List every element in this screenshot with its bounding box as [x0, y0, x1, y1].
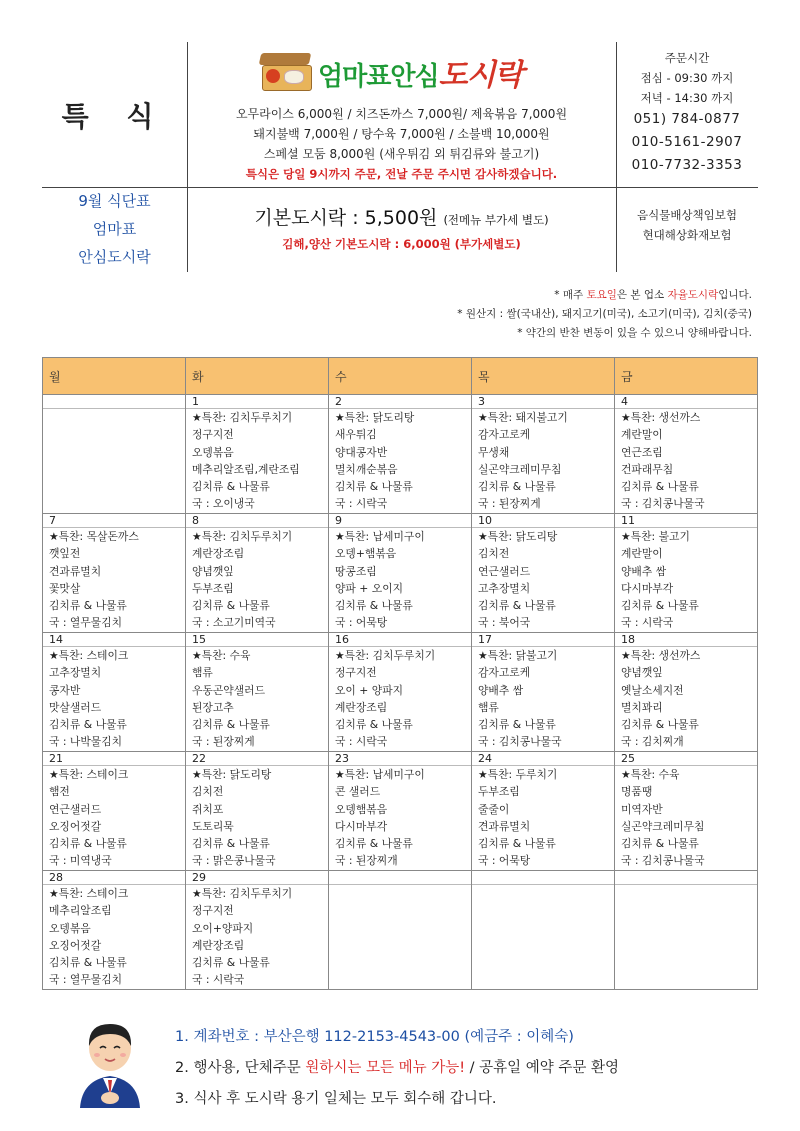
- phone-number: 010-5161-2907: [631, 134, 743, 150]
- logo-text-red: 도시락: [438, 58, 523, 93]
- menu-item: 국 : 된장찌게: [478, 497, 541, 511]
- menu-item: 국 : 시락국: [192, 973, 245, 987]
- container-return-line: 3. 식사 후 도시락 용기 일체는 모두 회수해 갑니다.: [175, 1091, 497, 1107]
- date-number: 1: [186, 395, 329, 409]
- origin-note: * 원산지 : 쌀(국내산), 돼지고기(미국), 소고기(미국), 김치(중국): [457, 308, 752, 320]
- menu-row: [43, 647, 758, 752]
- menu-item: 새우튀김: [335, 428, 377, 442]
- weekday-header: 금: [615, 358, 758, 395]
- lunchbox-icon: [260, 53, 312, 91]
- menu-item: 정구지전: [192, 904, 234, 918]
- menu-item: 김치류 & 나물류: [192, 956, 270, 970]
- weekday-header-row: [43, 358, 758, 395]
- menu-item: 국 : 열무물김치: [49, 616, 123, 630]
- special-dish: ★특찬: 닭도리탕: [335, 411, 415, 424]
- person-bowing-icon: [70, 1018, 150, 1108]
- date-number: 28: [43, 871, 186, 885]
- date-number-row: [43, 514, 758, 528]
- menu-item: 오징어젓갈: [49, 938, 102, 952]
- special-dish: ★특찬: 스테이크: [49, 887, 129, 900]
- day-menu-cell: [615, 647, 758, 752]
- menu-item: 김치류 & 나물류: [478, 718, 556, 732]
- menu-item: 견과류멸치: [49, 564, 102, 578]
- special-dish: ★특찬: 스테이크: [49, 768, 129, 781]
- special-dish: ★특찬: 닭도리탕: [192, 768, 272, 781]
- menu-item: 국 : 오이냉국: [192, 497, 255, 511]
- menu-item: 양대콩자반: [335, 445, 388, 459]
- menu-item: 오징어젓갈: [49, 819, 102, 833]
- month-line: 안심도시락: [78, 248, 151, 266]
- menu-item: 실곤약크레미무침: [478, 462, 562, 476]
- menu-item: 견과류멸치: [478, 819, 531, 833]
- menu-item: 김치류 & 나물류: [621, 599, 699, 613]
- note-highlight: 자율도시락: [667, 289, 719, 301]
- special-dish: ★특찬: 김치두루치기: [192, 530, 293, 543]
- basic-price-box: [187, 187, 616, 272]
- menu-item: 멸치꽈리: [621, 700, 663, 714]
- menu-item: 도토리묵: [192, 819, 234, 833]
- month-title: [42, 187, 187, 272]
- menu-item: 두부조림: [192, 581, 234, 595]
- menu-item: 꽃맛살: [49, 581, 81, 595]
- date-number-row: [43, 395, 758, 409]
- day-menu-cell: [472, 885, 615, 990]
- menu-item: 국 : 김치콩나물국: [621, 497, 705, 511]
- special-dish: ★특찬: 불고기: [621, 530, 690, 543]
- bank-account: 1. 계좌번호 : 부산은행 112-2153-4543-00 (예금주 : 이혜숙): [175, 1029, 574, 1045]
- date-number: 7: [43, 514, 186, 528]
- day-menu-cell: [43, 528, 186, 633]
- date-number: 10: [472, 514, 615, 528]
- menu-item: 국 : 김치찌개: [621, 735, 684, 749]
- weekday-header: 수: [329, 358, 472, 395]
- menu-line: 스페셜 모둠 8,000원 (새우튀김 외 튀김류와 불고기): [263, 147, 540, 161]
- month-line: 엄마표: [92, 220, 137, 238]
- menu-item: 정구지전: [335, 666, 377, 680]
- menu-item: 햄전: [49, 785, 70, 799]
- menu-item: 계란말이: [621, 428, 663, 442]
- menu-item: 오뎅+햄볶음: [335, 547, 397, 561]
- menu-item: 오이+양파지: [192, 921, 254, 935]
- menu-item: 감자고로케: [478, 428, 531, 442]
- menu-item: 양배추 쌈: [621, 564, 667, 578]
- day-menu-cell: [186, 885, 329, 990]
- menu-item: 김치류 & 나물류: [192, 599, 270, 613]
- menu-item: 김치류 & 나물류: [478, 837, 556, 851]
- change-note: * 약간의 반찬 변동이 있을 수 있으니 양해바랍니다.: [517, 327, 752, 339]
- menu-item: 명품땡: [621, 785, 653, 799]
- menu-item: 국 : 열무물김치: [49, 973, 123, 987]
- menu-item: 멸치깨순볶음: [335, 462, 398, 476]
- menu-item: 국 : 소고기미역국: [192, 616, 276, 630]
- day-menu-cell: [615, 885, 758, 990]
- menu-item: 무생채: [478, 445, 510, 459]
- header-block: [42, 42, 758, 272]
- menu-item: 국 : 시락국: [335, 497, 388, 511]
- menu-item: 감자고로케: [478, 666, 531, 680]
- menu-item: 오이 + 양파지: [335, 683, 404, 697]
- menu-item: 메추리알조림: [49, 904, 112, 918]
- date-number: 18: [615, 633, 758, 647]
- special-dish: ★특찬: 두루치기: [478, 768, 558, 781]
- menu-line: 오무라이스 6,000원 / 치즈돈까스 7,000원/ 제육볶음 7,000원: [235, 107, 568, 121]
- day-menu-cell: [43, 409, 186, 514]
- date-number: [329, 871, 472, 885]
- menu-item: 국 : 나박물김치: [49, 735, 123, 749]
- menu-item: 국 : 된장찌개: [335, 854, 398, 868]
- date-number-row: [43, 633, 758, 647]
- month-line: 9월 식단표: [78, 192, 151, 210]
- date-number-row: [43, 752, 758, 766]
- date-number: 2: [329, 395, 472, 409]
- menu-item: 햄류: [478, 700, 499, 714]
- order-title: 주문시간: [664, 51, 710, 65]
- menu-item: 메추리알조림,계란조림: [192, 462, 300, 476]
- day-menu-cell: [186, 647, 329, 752]
- menu-item: 양념깻잎: [192, 564, 234, 578]
- phone-number: 010-7732-3353: [631, 157, 743, 173]
- menu-row: [43, 885, 758, 990]
- date-number: [472, 871, 615, 885]
- day-menu-cell: [615, 766, 758, 871]
- date-number-row: [43, 871, 758, 885]
- date-number: 8: [186, 514, 329, 528]
- menu-line: 돼지불백 7,000원 / 탕수육 7,000원 / 소불백 10,000원: [253, 127, 550, 141]
- day-menu-cell: [329, 409, 472, 514]
- menu-item: 김치전: [192, 785, 224, 799]
- menu-item: 건파래무침: [621, 462, 674, 476]
- menu-item: 햄류: [192, 666, 213, 680]
- menu-item: 김치류 & 나물류: [621, 837, 699, 851]
- menu-item: 정구지전: [192, 428, 234, 442]
- note-text: 입니다.: [718, 289, 752, 301]
- date-number: 22: [186, 752, 329, 766]
- weekday-header: 월: [43, 358, 186, 395]
- notes: [457, 286, 752, 343]
- insurance-line: 음식물배상책임보험: [637, 208, 737, 222]
- date-number: 3: [472, 395, 615, 409]
- special-dish: ★특찬: 목살돈까스: [49, 530, 139, 543]
- special-dish: ★특찬: 수육: [621, 768, 680, 781]
- date-number: 24: [472, 752, 615, 766]
- menu-row: [43, 766, 758, 871]
- menu-item: 된장고추: [192, 700, 234, 714]
- menu-item: 국 : 김치콩나물국: [478, 735, 562, 749]
- menu-item: 김치류 & 나물류: [192, 837, 270, 851]
- footer-highlight: 원하시는 모든 메뉴 가능!: [305, 1060, 466, 1076]
- basic-price-note: (전메뉴 부가세 별도): [443, 213, 549, 227]
- menu-item: 김치류 & 나물류: [49, 599, 127, 613]
- day-menu-cell: [329, 528, 472, 633]
- menu-item: 국 : 맑은콩나물국: [192, 854, 276, 868]
- note-highlight: 토요일: [586, 289, 617, 301]
- menu-item: 김치류 & 나물류: [192, 718, 270, 732]
- group-order-line: [175, 1053, 619, 1084]
- date-number: 25: [615, 752, 758, 766]
- brand-logo: [260, 50, 560, 94]
- menu-item: 김치류 & 나물류: [335, 480, 413, 494]
- day-menu-cell: [615, 528, 758, 633]
- menu-calendar: [42, 357, 758, 990]
- menu-item: 계란장조림: [335, 700, 388, 714]
- menu-item: 쥐치포: [192, 802, 224, 816]
- menu-item: 콩자반: [49, 683, 81, 697]
- menu-item: 계란말이: [621, 547, 663, 561]
- day-menu-cell: [186, 409, 329, 514]
- menu-item: 다시마부각: [335, 819, 388, 833]
- insurance-info: [616, 187, 758, 272]
- menu-item: 김치류 & 나물류: [49, 837, 127, 851]
- weekday-header: 화: [186, 358, 329, 395]
- menu-item: 우동곤약샐러드: [192, 683, 266, 697]
- special-dish: ★특찬: 생선까스: [621, 649, 701, 662]
- logo-text: [318, 50, 523, 94]
- date-number: 21: [43, 752, 186, 766]
- menu-item: 양배추 쌈: [478, 683, 524, 697]
- footer-info: [175, 1022, 619, 1115]
- menu-item: 미역자반: [621, 802, 663, 816]
- special-dish: ★특찬: 김치두루치기: [335, 649, 436, 662]
- menu-item: 국 : 시락국: [335, 735, 388, 749]
- menu-item: 오뎅볶음: [49, 921, 91, 935]
- day-menu-cell: [472, 647, 615, 752]
- menu-item: 계란장조림: [192, 938, 245, 952]
- special-dish: ★특찬: 스테이크: [49, 649, 129, 662]
- menu-item: 실곤약크레미무침: [621, 819, 705, 833]
- menu-row: [43, 528, 758, 633]
- date-number: 15: [186, 633, 329, 647]
- special-dish: ★특찬: 김치두루치기: [192, 887, 293, 900]
- menu-item: 줄줄이: [478, 802, 510, 816]
- menu-item: 계란장조림: [192, 547, 245, 561]
- day-menu-cell: [472, 528, 615, 633]
- special-dish: ★특찬: 김치두루치기: [192, 411, 293, 424]
- date-number: 11: [615, 514, 758, 528]
- menu-item: 땅콩조림: [335, 564, 377, 578]
- order-hours: [616, 48, 758, 177]
- logo-text-green: 엄마표안심: [318, 62, 439, 92]
- local-price: 김해,양산 기본도시락 : 6,000원 (부가세별도): [282, 237, 521, 251]
- menu-item: 국 : 된장찌게: [192, 735, 255, 749]
- date-number: 4: [615, 395, 758, 409]
- day-menu-cell: [329, 647, 472, 752]
- basic-price: [187, 203, 616, 230]
- menu-item: 김치류 & 나물류: [621, 718, 699, 732]
- lunch-deadline: 점심 - 09:30 까지: [640, 71, 734, 85]
- note-text: 은 본 업소: [616, 289, 668, 301]
- date-number: [43, 395, 186, 409]
- order-notice: 특식은 당일 9시까지 주문, 전날 주문 주시면 감사하겠습니다.: [245, 167, 558, 181]
- special-dish: ★특찬: 닭도리탕: [478, 530, 558, 543]
- date-number: 17: [472, 633, 615, 647]
- day-menu-cell: [472, 766, 615, 871]
- date-number: 9: [329, 514, 472, 528]
- menu-item: 깻잎전: [49, 547, 81, 561]
- dinner-deadline: 저녁 - 14:30 까지: [640, 91, 734, 105]
- menu-item: 두부조림: [478, 785, 520, 799]
- menu-item: 김치전: [478, 547, 510, 561]
- menu-item: 연근조림: [621, 445, 663, 459]
- day-menu-cell: [472, 409, 615, 514]
- menu-item: 연근샐러드: [478, 564, 531, 578]
- day-menu-cell: [186, 528, 329, 633]
- menu-item: 국 : 미역냉국: [49, 854, 112, 868]
- phone-number: 051) 784-0877: [633, 111, 741, 127]
- menu-item: 김치류 & 나물류: [49, 956, 127, 970]
- date-number: 29: [186, 871, 329, 885]
- special-menu-list: [187, 104, 616, 184]
- menu-item: 맛살샐러드: [49, 700, 102, 714]
- menu-item: 양파 + 오이지: [335, 581, 404, 595]
- day-menu-cell: [329, 766, 472, 871]
- menu-item: 김치류 & 나물류: [621, 480, 699, 494]
- menu-item: 옛날소세지전: [621, 683, 684, 697]
- date-number: [615, 871, 758, 885]
- menu-item: 연근샐러드: [49, 802, 102, 816]
- day-menu-cell: [615, 409, 758, 514]
- menu-item: 국 : 시락국: [621, 616, 674, 630]
- menu-item: 고추장멸치: [478, 581, 531, 595]
- date-number: 14: [43, 633, 186, 647]
- menu-item: 양념깻잎: [621, 666, 663, 680]
- menu-item: 김치류 & 나물류: [192, 480, 270, 494]
- footer-text: 2. 행사용, 단체주문: [175, 1060, 306, 1076]
- footer-text: / 공휴일 예약 주문 환영: [465, 1060, 620, 1076]
- insurance-line: 현대해상화재보험: [642, 228, 732, 242]
- basic-price-text: 기본도시락 : 5,500원: [254, 207, 438, 229]
- menu-item: 김치류 & 나물류: [478, 599, 556, 613]
- special-dish: ★특찬: 납세미구이: [335, 530, 425, 543]
- date-number: 23: [329, 752, 472, 766]
- special-dish: ★특찬: 수육: [192, 649, 251, 662]
- menu-item: 김치류 & 나물류: [335, 837, 413, 851]
- day-menu-cell: [43, 647, 186, 752]
- note-text: * 매주: [554, 289, 587, 301]
- menu-item: 콘 샐러드: [335, 785, 381, 799]
- menu-item: 국 : 어묵탕: [478, 854, 531, 868]
- menu-item: 다시마부각: [621, 581, 674, 595]
- date-number: 16: [329, 633, 472, 647]
- special-dish: ★특찬: 납세미구이: [335, 768, 425, 781]
- menu-item: 김치류 & 나물류: [478, 480, 556, 494]
- weekday-header: 목: [472, 358, 615, 395]
- menu-item: 고추장멸치: [49, 666, 102, 680]
- special-dish: ★특찬: 닭불고기: [478, 649, 558, 662]
- menu-item: 국 : 김치콩나물국: [621, 854, 705, 868]
- menu-item: 김치류 & 나물류: [335, 718, 413, 732]
- day-menu-cell: [186, 766, 329, 871]
- menu-item: 국 : 북어국: [478, 616, 531, 630]
- day-menu-cell: [43, 885, 186, 990]
- menu-item: 오뎅볶음: [192, 445, 234, 459]
- menu-item: 국 : 어묵탕: [335, 616, 388, 630]
- special-dish: ★특찬: 돼지불고기: [478, 411, 568, 424]
- menu-item: 오뎅햄볶음: [335, 802, 388, 816]
- special-dish: ★특찬: 생선까스: [621, 411, 701, 424]
- menu-item: 김치류 & 나물류: [335, 599, 413, 613]
- menu-row: [43, 409, 758, 514]
- day-menu-cell: [329, 885, 472, 990]
- special-title: 특 식: [61, 99, 168, 133]
- note-line: [457, 286, 752, 305]
- menu-item: 김치류 & 나물류: [49, 718, 127, 732]
- day-menu-cell: [43, 766, 186, 871]
